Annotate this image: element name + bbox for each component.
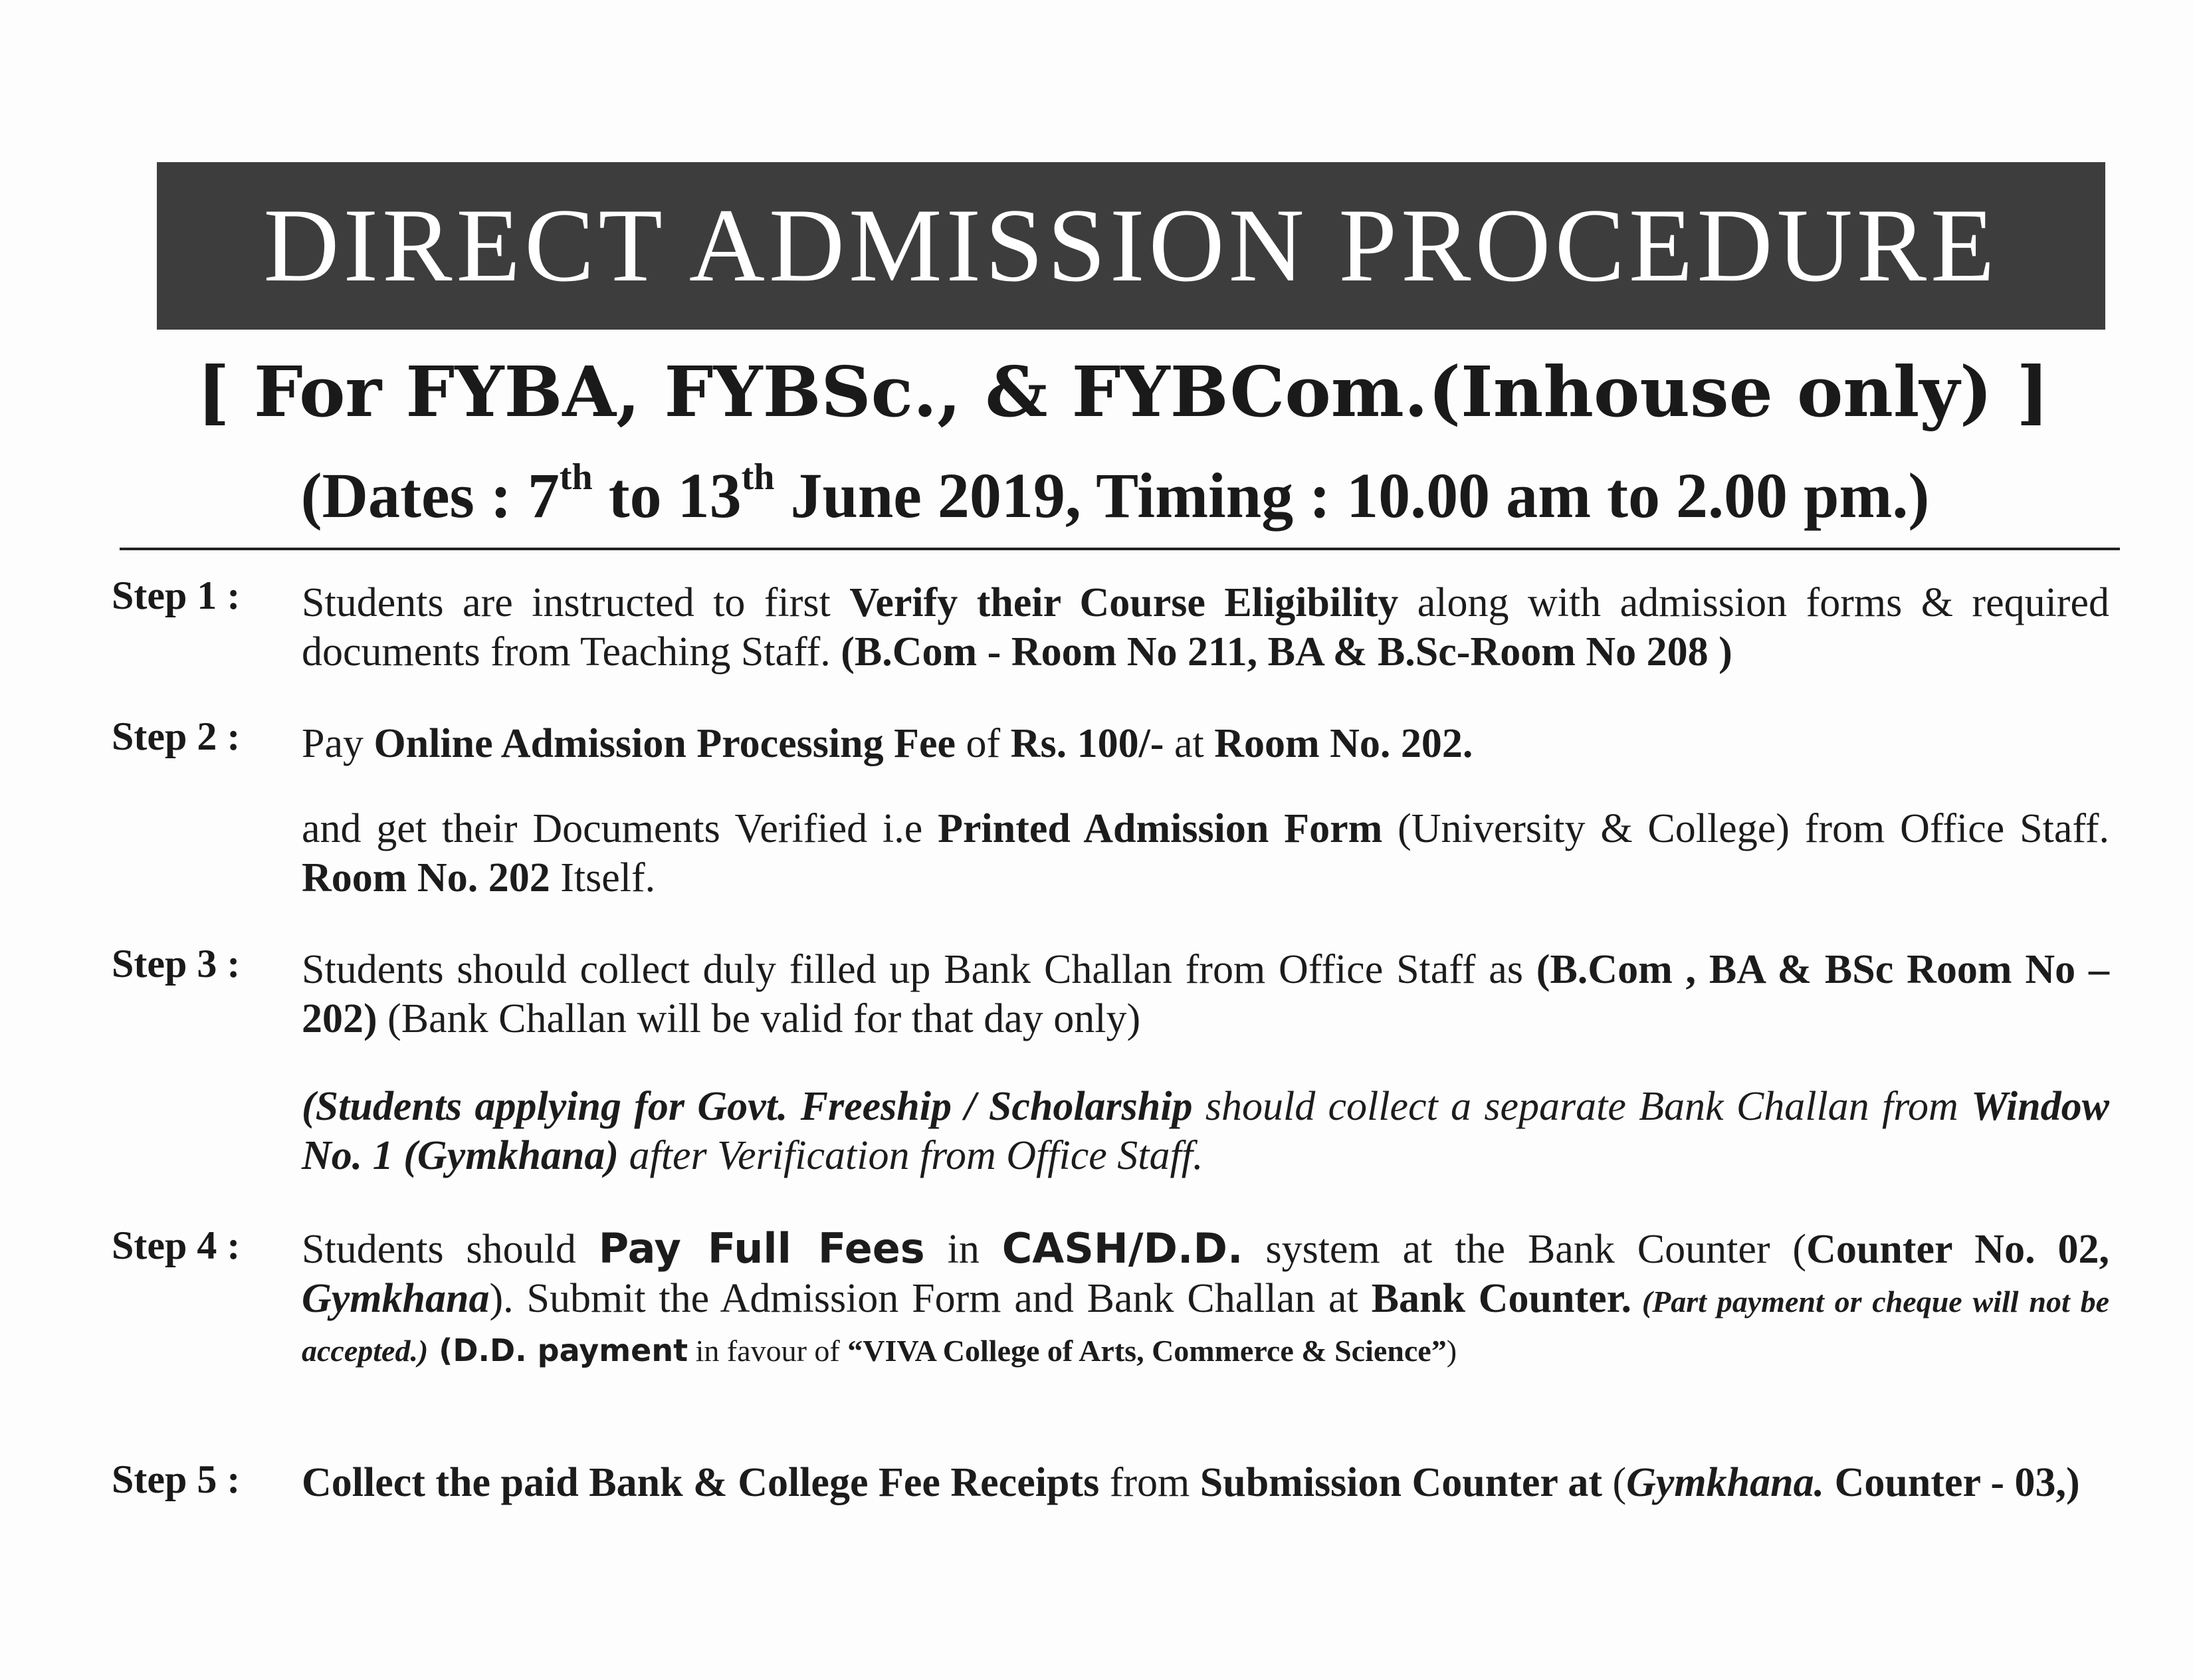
- step-3-text-a: Students should collect duly filled up Bank Challan from Office Staff as: [302, 947, 1536, 992]
- step-4-text-a: Students should: [302, 1227, 599, 1272]
- page-title: DIRECT ADMISSION PROCEDURE: [157, 162, 2105, 330]
- dates-sup-1: th: [559, 457, 593, 498]
- step-1-text-d: (B.Com - Room No 211, BA & B.Sc-Room No 208 ): [841, 629, 1732, 675]
- step-2-text-e: at: [1164, 721, 1215, 766]
- step-2-label: Step 2 :: [112, 714, 241, 758]
- step-4-text-i: Bank Counter.: [1371, 1276, 1631, 1321]
- step-2-text-f: Room No. 202.: [1214, 721, 1473, 766]
- step-4-text-g: Gymkhana: [302, 1276, 490, 1321]
- step-4-text-l: in favour of: [688, 1334, 848, 1368]
- step-2-text-a: Pay: [302, 721, 374, 766]
- step-2-text-2-c: (University & College) from Office Staff.: [1382, 806, 2110, 851]
- step-3-label: Step 3 :: [112, 942, 241, 986]
- step-2-text-2: [302, 804, 2109, 902]
- step-5-text-f: Counter - 03,): [1824, 1460, 2080, 1505]
- step-4-label: Step 4 :: [112, 1223, 241, 1267]
- step-2-text-b: Online Admission Processing Fee: [373, 721, 956, 766]
- dates-sup-2: th: [741, 457, 775, 498]
- divider-line: [120, 548, 2120, 550]
- step-4-text-j: (Part payment or cheque will not be accepted.): [302, 1285, 2110, 1368]
- step-3-text-c: (Bank Challan will be valid for that day only): [377, 996, 1141, 1041]
- step-3-note-b: should collect a separate Bank Challan from: [1192, 1084, 1972, 1129]
- step-5-text: [302, 1458, 2109, 1507]
- dates-suffix: June 2019, Timing : 10.00 am to 2.00 pm.): [774, 460, 1930, 531]
- step-2-text-2-e: Itself.: [550, 855, 656, 900]
- step-4-text-m: “VIVA College of Arts, Commerce & Science”: [847, 1334, 1447, 1368]
- step-5-label: Step 5 :: [112, 1457, 241, 1501]
- subtitle: [ For FYBA, FYBSc., & FYBCom.(Inhouse only) ]: [197, 351, 2049, 433]
- step-3-note-c: Window No. 1 (Gymkhana): [302, 1084, 2109, 1178]
- dates-prefix: (Dates : 7: [300, 460, 560, 531]
- step-1-text-b: Verify their Course Eligibility: [849, 580, 1399, 625]
- step-4-text-h: ). Submit the Admission Form and Bank Challan at: [489, 1276, 1372, 1321]
- step-3-note-d: after Verification from Office Staff.: [619, 1133, 1203, 1178]
- step-4-text: [302, 1224, 2109, 1372]
- step-3-text-b: (B.Com , BA & BSc Room No – 202): [302, 947, 2109, 1041]
- step-1-text-c: along with admission forms & required documents from Teaching Staff.: [302, 580, 2109, 675]
- step-1-text-a: Students are instructed to first: [302, 580, 850, 625]
- step-5-text-e: Gymkhana.: [1626, 1460, 1825, 1505]
- step-2-text-2-b: Printed Admission Form: [938, 806, 1383, 851]
- step-4-text-f: Counter No. 02,: [1806, 1227, 2110, 1272]
- step-2-text-2-a: and get their Documents Verified i.e: [302, 806, 938, 851]
- step-3-note-a: (Students applying for Govt. Freeship / Scholarship: [302, 1084, 1193, 1129]
- dates-timing: [165, 459, 2065, 532]
- step-4-text-k: (D.D. payment: [428, 1332, 688, 1368]
- step-1-label: Step 1 :: [112, 574, 241, 617]
- step-5-text-a: Collect the paid Bank & College Fee Receipts: [302, 1460, 1100, 1505]
- step-2-text: [302, 719, 2109, 768]
- step-1-text: [302, 578, 2109, 677]
- step-3-text: [302, 945, 2109, 1043]
- step-3-note: [302, 1082, 2109, 1180]
- step-5-text-b: from: [1099, 1460, 1200, 1505]
- dates-mid: to 13: [592, 460, 742, 531]
- step-5-text-d: (: [1602, 1460, 1627, 1505]
- step-4-text-c: in: [924, 1227, 1002, 1272]
- step-4-text-d: CASH/D.D.: [1001, 1224, 1243, 1273]
- step-5-text-c: Submission Counter at: [1200, 1460, 1602, 1505]
- step-2-text-d: Rs. 100/-: [1010, 721, 1164, 766]
- step-4-text-n: ): [1446, 1334, 1457, 1368]
- step-2-text-2-d: Room No. 202: [302, 855, 550, 900]
- step-4-text-e: system at the Bank Counter (: [1243, 1227, 1807, 1272]
- step-4-text-b: Pay Full Fees: [598, 1224, 925, 1273]
- step-2-text-c: of: [956, 721, 1011, 766]
